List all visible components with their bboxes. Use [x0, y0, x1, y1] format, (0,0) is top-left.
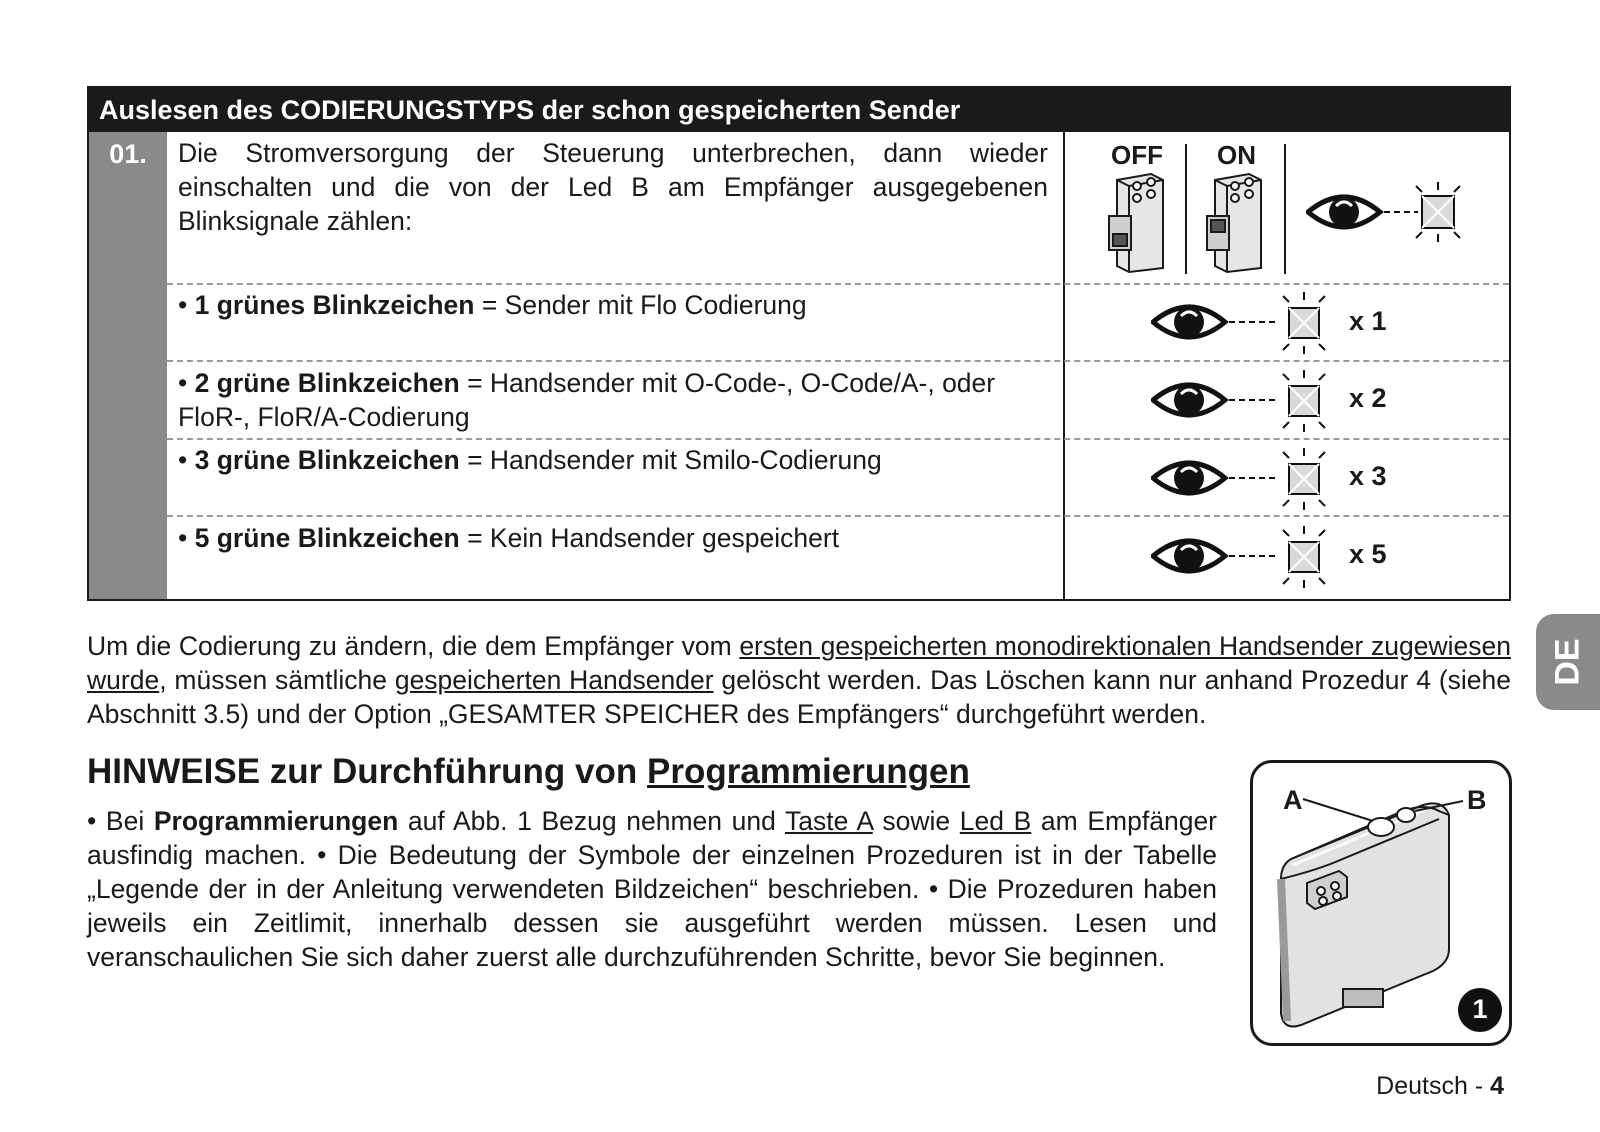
text-run: am Empfänger ausfindig machen. • Die Bedeutung der Symbole der einzelnen Prozeduren ist in der Tabelle „Legende der in der Anleitung verwendeten Bildzeichen“ beschrieben. • Die Prozeduren haben jeweils ein Zeitlimit, innerhalb dessen sie ausgeführt werden müssen. Lesen und veranschaulichen Sie sich daher zuerst alle durchzuführenden Schritte, bevor Sie beginnen. — [87, 806, 1218, 972]
label-b: B — [1467, 785, 1487, 815]
eye-led-blink-icon — [1151, 286, 1351, 358]
text-run: gelöscht werden. Das Löschen kann nur anhand Prozedur 4 (siehe Abschnitt 3.5) und der Option „GESAMTER SPEICHER des Empfängers“ durchgeführt werden. — [87, 665, 1511, 729]
row-text: = Handsender mit O-Code-, O-Code/A-, oder FloR-, FloR/A-Codierung — [178, 368, 996, 432]
switch-off-label: OFF — [1111, 140, 1163, 170]
blink-count: x 1 — [1349, 306, 1387, 336]
text-run: sowie — [872, 806, 960, 836]
row-bold: 2 grüne Blinkzeichen — [194, 368, 460, 398]
table-row: • 5 grüne Blinkzeichen = Kein Handsender gespeichert — [178, 523, 840, 553]
row-divider — [167, 438, 1509, 440]
blinking-led-icon — [1283, 448, 1325, 510]
footer-language: Deutsch - — [1376, 1072, 1491, 1100]
underlined-text: Taste A — [785, 806, 873, 836]
figure-number: 1 — [1472, 994, 1488, 1024]
text-run: auf Abb. 1 Bezug nehmen und — [398, 806, 785, 836]
table-row: • 1 grünes Blinkzeichen = Sender mit Flo Codierung — [178, 290, 807, 320]
column-separator — [1063, 132, 1065, 599]
step-instruction: Die Stromversorgung der Steuerung unterbrechen, dann wieder einschalten und die von der Led B am Empfänger ausgegebenen Blinksignale zählen: — [178, 138, 1048, 236]
row-text: = Sender mit Flo Codierung — [474, 290, 807, 320]
step-column — [89, 132, 167, 599]
row-divider — [167, 515, 1509, 517]
blink-count: x 5 — [1349, 539, 1387, 569]
language-tab — [1536, 614, 1600, 710]
switch-on-label: ON — [1217, 140, 1256, 170]
row-bold: 5 grüne Blinkzeichen — [194, 523, 460, 553]
page-footer — [1376, 1072, 1504, 1101]
blinking-led-icon — [1416, 182, 1460, 242]
heading-text: HINWEISE zur Durchführung von — [87, 752, 647, 791]
eye-icon — [1153, 385, 1225, 415]
led-b — [1397, 808, 1415, 822]
label-a: A — [1283, 785, 1303, 815]
page-number: 4 — [1490, 1072, 1504, 1100]
text-run: Um die Codierung zu ändern, die dem Empfänger vom — [87, 631, 740, 661]
text-run: • Bei — [87, 806, 154, 836]
eye-led-blink-icon — [1151, 520, 1351, 592]
blink-count: x 2 — [1349, 383, 1387, 413]
row-divider — [167, 360, 1509, 362]
underlined-text: gespeicherten Handsender — [394, 665, 714, 695]
divider — [1284, 144, 1286, 274]
eye-led-blink-icon — [1151, 364, 1351, 436]
coding-type-table — [87, 86, 1511, 601]
bold-text: Programmierungen — [153, 806, 399, 836]
row-text: = Kein Handsender gespeichert — [459, 523, 840, 553]
table-row: • 3 grüne Blinkzeichen = Handsender mit Smilo-Codierung — [178, 445, 882, 475]
table-row: • 2 grüne Blinkzeichen = Handsender mit O-Code-, O-Code/A-, oder FloR-, FloR/A-Codierung — [178, 368, 996, 432]
row-bold: 1 grünes Blinkzeichen — [194, 290, 475, 320]
heading-underlined: Programmierungen — [646, 752, 970, 791]
circuit-breaker-on-icon — [1205, 172, 1269, 274]
blink-count: x 3 — [1349, 461, 1387, 491]
row-bold: 3 grüne Blinkzeichen — [194, 445, 460, 475]
eye-icon — [1153, 307, 1225, 337]
circuit-breaker-off-icon — [1107, 172, 1171, 274]
step-number: 01. — [109, 139, 147, 169]
coding-change-paragraph — [87, 629, 1511, 731]
table-title: Auslesen des CODIERUNGSTYPS der schon gespeicherten Sender — [89, 88, 1509, 132]
underlined-text: ersten gespeicherten monodirektionalen Handsender zugewiesen wurde — [87, 631, 1511, 695]
text-run: , müssen sämtliche — [159, 665, 395, 695]
blinking-led-icon — [1283, 526, 1325, 588]
blinking-led-icon — [1283, 370, 1325, 432]
section-heading — [87, 752, 970, 792]
divider — [1185, 144, 1187, 274]
eye-icon — [1153, 541, 1225, 571]
underlined-text: Led B — [959, 806, 1032, 836]
eye-led-observe-icon — [1306, 176, 1476, 248]
blinking-led-icon — [1283, 292, 1325, 354]
row-text: = Handsender mit Smilo-Codierung — [459, 445, 882, 475]
row-divider — [167, 283, 1509, 285]
eye-icon — [1153, 463, 1225, 493]
language-tab-label: DE — [1548, 638, 1587, 686]
eye-icon — [1308, 197, 1380, 227]
eye-led-blink-icon — [1151, 442, 1351, 514]
section-body — [87, 804, 1217, 974]
figure-receiver — [1250, 760, 1512, 1046]
